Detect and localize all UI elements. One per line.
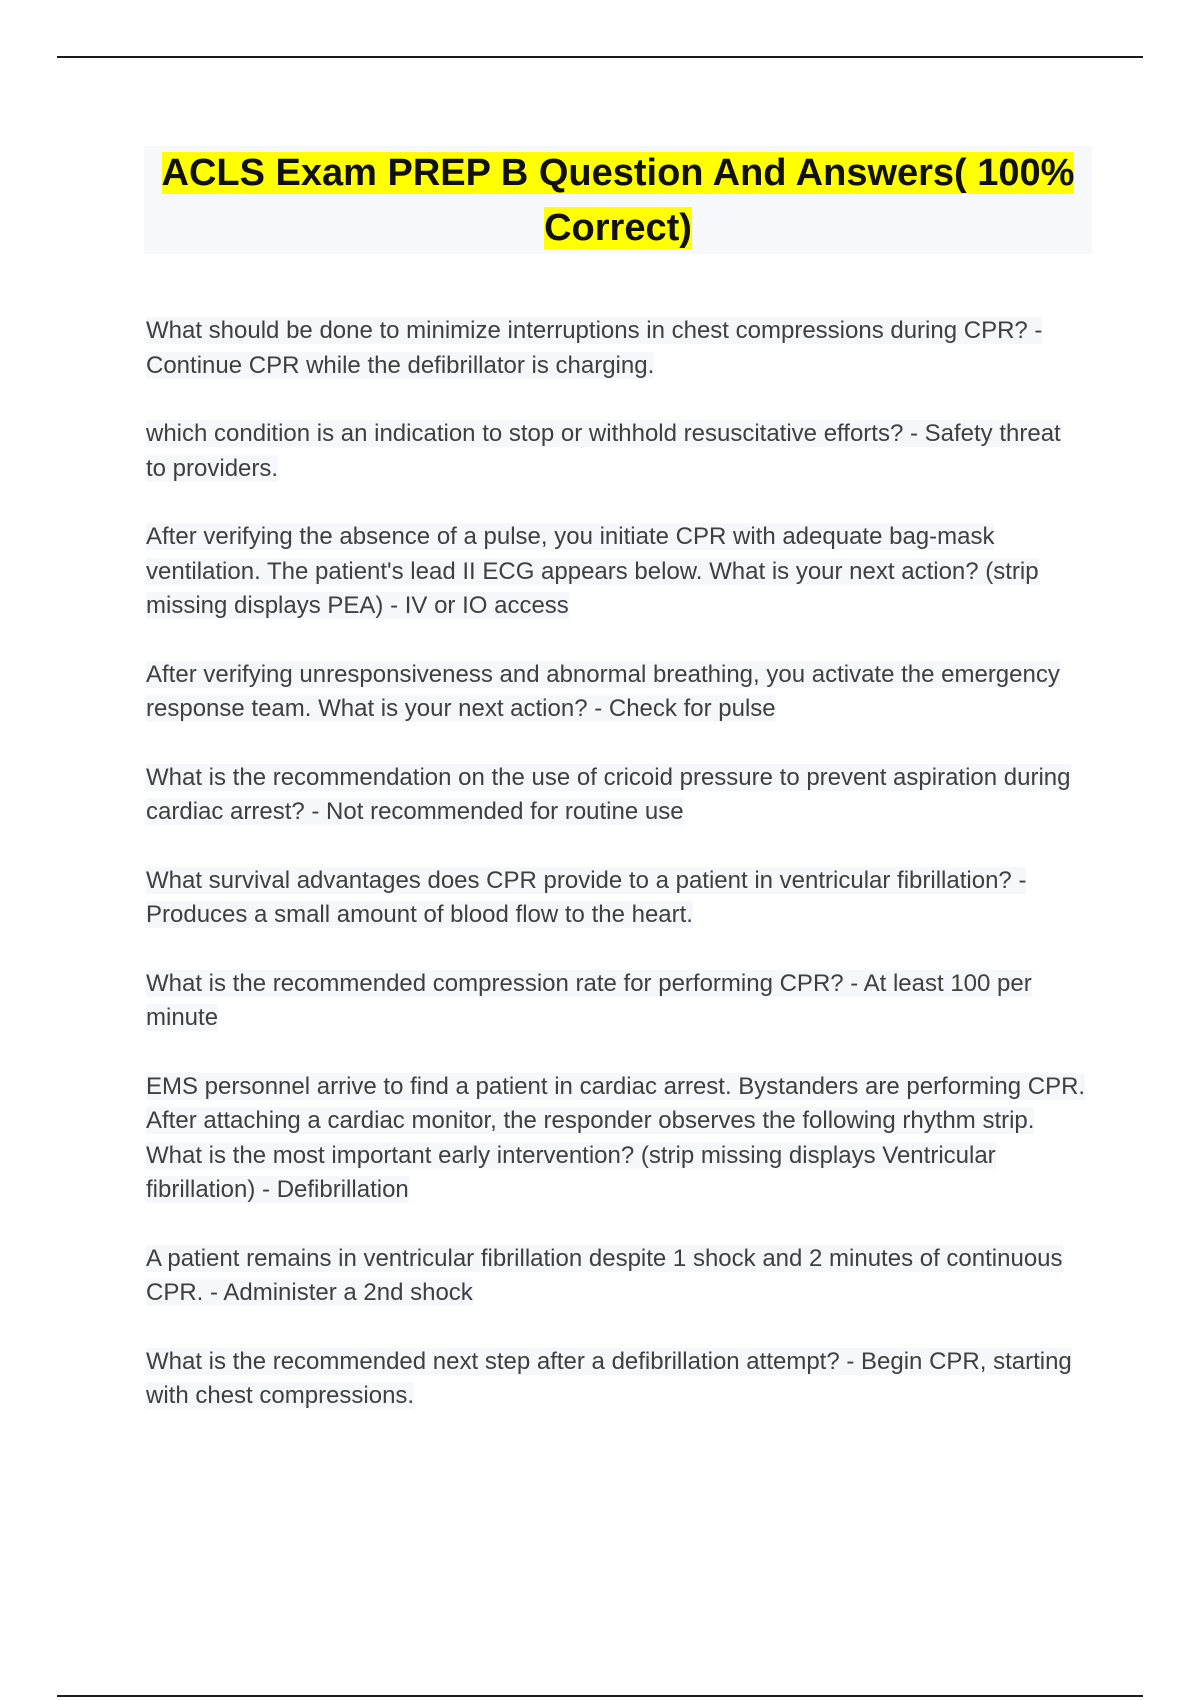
bottom-rule (57, 1695, 1143, 1697)
qa-item: A patient remains in ventricular fibrillation despite 1 shock and 2 minutes of continuous CPR. - Administer a 2nd shock (146, 1244, 1063, 1306)
top-rule (57, 56, 1143, 58)
title-block (144, 146, 1092, 254)
qa-list (146, 290, 1086, 1448)
qa-item: After verifying unresponsiveness and abnormal breathing, you activate the emergency response team. What is your next action? - Check for pulse (146, 660, 1060, 722)
qa-item: What is the recommendation on the use of cricoid pressure to prevent aspiration during cardiac arrest? - Not recommended for routine use (146, 763, 1071, 825)
qa-item: What should be done to minimize interruptions in chest compressions during CPR? - Continue CPR while the defibrillator is charging. (146, 317, 1043, 379)
qa-item: After verifying the absence of a pulse, you initiate CPR with adequate bag-mask ventilation. The patient's lead II ECG appears below. What is your next action? (strip missing displays PEA) - IV or IO access (146, 523, 1039, 619)
qa-item: EMS personnel arrive to find a patient in cardiac arrest. Bystanders are performing CPR. After attaching a cardiac monitor, the responder observes the following rhythm strip. What is the most important early intervention? (strip missing displays Ventricular fibrillation) - Defibrillation (146, 1072, 1086, 1203)
qa-item: which condition is an indication to stop or withhold resuscitative efforts? - Safety threat to providers. (146, 420, 1061, 482)
qa-item: What survival advantages does CPR provide to a patient in ventricular fibrillation? - Produces a small amount of blood flow to the heart. (146, 866, 1027, 928)
qa-item: What is the recommended next step after a defibrillation attempt? - Begin CPR, starting with chest compressions. (146, 1347, 1072, 1409)
document-title: ACLS Exam PREP B Question And Answers( 100% Correct) (161, 152, 1075, 249)
qa-item: What is the recommended compression rate for performing CPR? - At least 100 per minute (146, 969, 1032, 1031)
